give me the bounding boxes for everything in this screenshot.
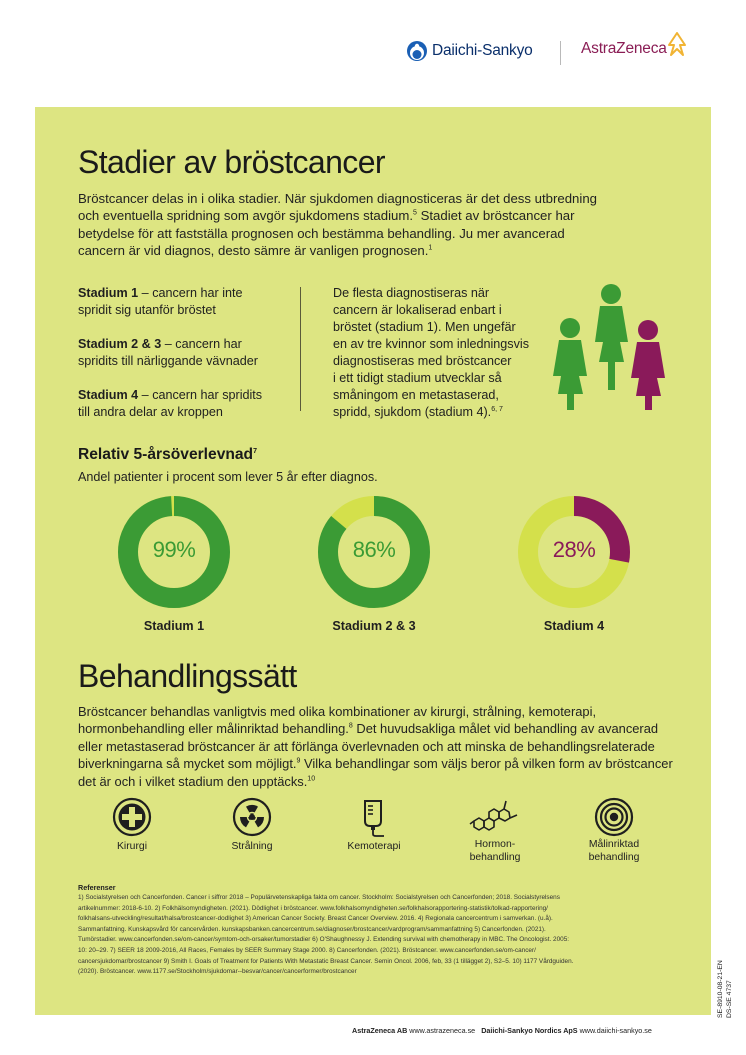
daiichi-sankyo-link[interactable]: www.daiichi-sankyo.se	[577, 1026, 652, 1035]
daiichi-sankyo-logo-text: Daiichi-Sankyo	[432, 42, 533, 59]
icon-label: Kemoterapi	[347, 841, 401, 852]
icon-label: Strålning	[231, 841, 273, 852]
iv-bag-icon	[354, 797, 394, 837]
donut-category-label: Stadium 1	[143, 619, 205, 633]
header	[0, 0, 746, 107]
logo-separator	[560, 41, 561, 65]
treatment-paragraph: Bröstcancer behandlas vanligtvis med olika kombinationer av kirurgi, strålning, kemoterapi, hormonbehandling eller målinriktad behandling.$^8$ Det huvudsakliga målet vid behandling av avancerad eller metastaserad bröstcancer är att förlänga överlevnaden och att minska de behandlingsrelaterade biverkningarna så mycket som möjligt.$^9$ Vilka behandlingar som väljs beror på vilken form av bröstcancer det är och i vilket stadium den upptäcks.$^{10}$	[78, 704, 673, 789]
daiichi-sankyo-logo	[406, 40, 533, 62]
icon-label: Målinriktad behandling	[588, 839, 640, 863]
references-title: Referenser	[78, 883, 116, 892]
donut-value-label: 99%	[152, 537, 196, 562]
astrazeneca-logo	[581, 40, 689, 58]
document-codes: SE-8910-08-21-EN DS-SE 4737	[717, 960, 733, 1018]
astrazeneca-logo-icon	[665, 31, 689, 57]
stage-item: Stadium 4 – cancern har spridits till andra delar av kroppen	[78, 388, 263, 419]
astrazeneca-link[interactable]: www.astrazeneca.se	[407, 1026, 476, 1035]
donut-category-label: Stadium 2 & 3	[332, 619, 416, 633]
stage-list	[78, 285, 288, 438]
donut-value-label: 28%	[552, 537, 596, 562]
page-title: Stadier av bröstcancer	[78, 144, 385, 180]
cross-icon	[112, 797, 152, 837]
three-women-icon	[548, 282, 673, 412]
footer: AstraZeneca AB www.astrazeneca.se Daiichi-Sankyo Nordics ApS www.daiichi-sankyo.se	[352, 1026, 652, 1035]
molecule-icon	[468, 795, 522, 835]
survival-subtitle: Andel patienter i procent som lever 5 år efter diagnos.	[78, 470, 378, 484]
radiation-icon	[232, 797, 272, 837]
stage-item: Stadium 2 & 3 – cancern har spridits till närliggande vävnader	[78, 337, 258, 368]
intro-line: Bröstcancer delas in i olika stadier. När sjukdomen diagnosticeras är det dess utbredning	[78, 191, 597, 206]
intro-line: cancern är vid diagnos, desto sämre är vanligen prognosen.$^1$	[78, 243, 433, 259]
references-list: 1) Socialstyrelsen och Cancerfonden. Cancer i siffror 2018 – Populärvetenskapliga fakta om cancer. Stockholm: Socialstyrelsen och Cancerfonden; 2018. Socialstyrelsens artikelnummer: 2018-6-10. 2) Folkhälsomyndigheten. (2021). Dödlighet i bröstcancer. www.folkhalsomyndigheten.se/folkhalsorapportering-statistik/tolkad-rapportering/ folkhalsans-utveckling/resultat/halsa/brostcancer-dodlighet 3) American Cancer Society. Breast Cancer Overview. 2016. 4) Regionala cancercentrum i samverkan. (u.å). Sammanfattning. Kunskapsvård för cancervården. kunskapsbanken.cancercentrum.se/diagnoser/brostcancer/vardprogram/sammanfattning 5) Cancerfonden. (2021). Tumörstadier. www.cancerfonden.se/om-cancer/symtom-och-orsaker/tumorstadier 6) O'Shaughnessy J. Extending survival with chemotherapy in MBC. The Oncologist. 2005: 10: 20–29. 7) SEER 18 2009-2016, All Races, Females by SEER Summary Stage 2000. 8) Cancerfonden. (2021). Bröstcancer. www.cancerfonden.se/om-cancer/ cancersjukdomar/brostcancer 9) Smith I. Goals of Treatment for Patients With Metastatic Breast Cancer. Semin Oncol. 2006, feb, 33 (1 tillägget 2), S2–5. 10) 1177 Vårdguiden. (2020). Bröstcancer. www.1177.se/Stockholm/sjukdomar--besvar/cancer/cancerformer/brostcancer	[78, 894, 574, 976]
target-icon	[594, 797, 634, 837]
icon-label: Hormon- behandling	[469, 839, 521, 863]
icon-label: Kirurgi	[116, 841, 148, 852]
majority-paragraph: De flesta diagnostiseras när cancern är lokaliserad enbart i bröstet (stadium 1). Men ungefär en av tre kvinnor som inledningsvis diagnostiseras med bröstcancer i ett tidigt stadium utvecklar så småningom en metastaserad, spridd, sjukdom (stadium 4).$^{6, 7}$	[333, 286, 529, 419]
astrazeneca-logo-text: AstraZeneca	[581, 40, 667, 57]
intro-line: och eventuella spridning som avgör sjukdomens stadium.$^5$ Stadiet av bröstcancer har	[78, 208, 575, 224]
survival-title: Relativ 5-årsöverlevnad$^7$	[78, 446, 257, 463]
donut-category-label: Stadium 4	[543, 619, 605, 633]
treatment-title: Behandlingssätt	[78, 658, 297, 694]
intro-line: betydelse för att fastställa prognosen och bestämma behandling. Ju mer avancerad	[78, 225, 565, 241]
divider	[300, 287, 301, 411]
stage-item: Stadium 1 – cancern har inte spridit sig utanför bröstet	[78, 286, 243, 317]
donut-value-label: 86%	[352, 537, 396, 562]
intro-paragraph	[78, 190, 597, 260]
daiichi-sankyo-logo-icon	[406, 40, 428, 62]
